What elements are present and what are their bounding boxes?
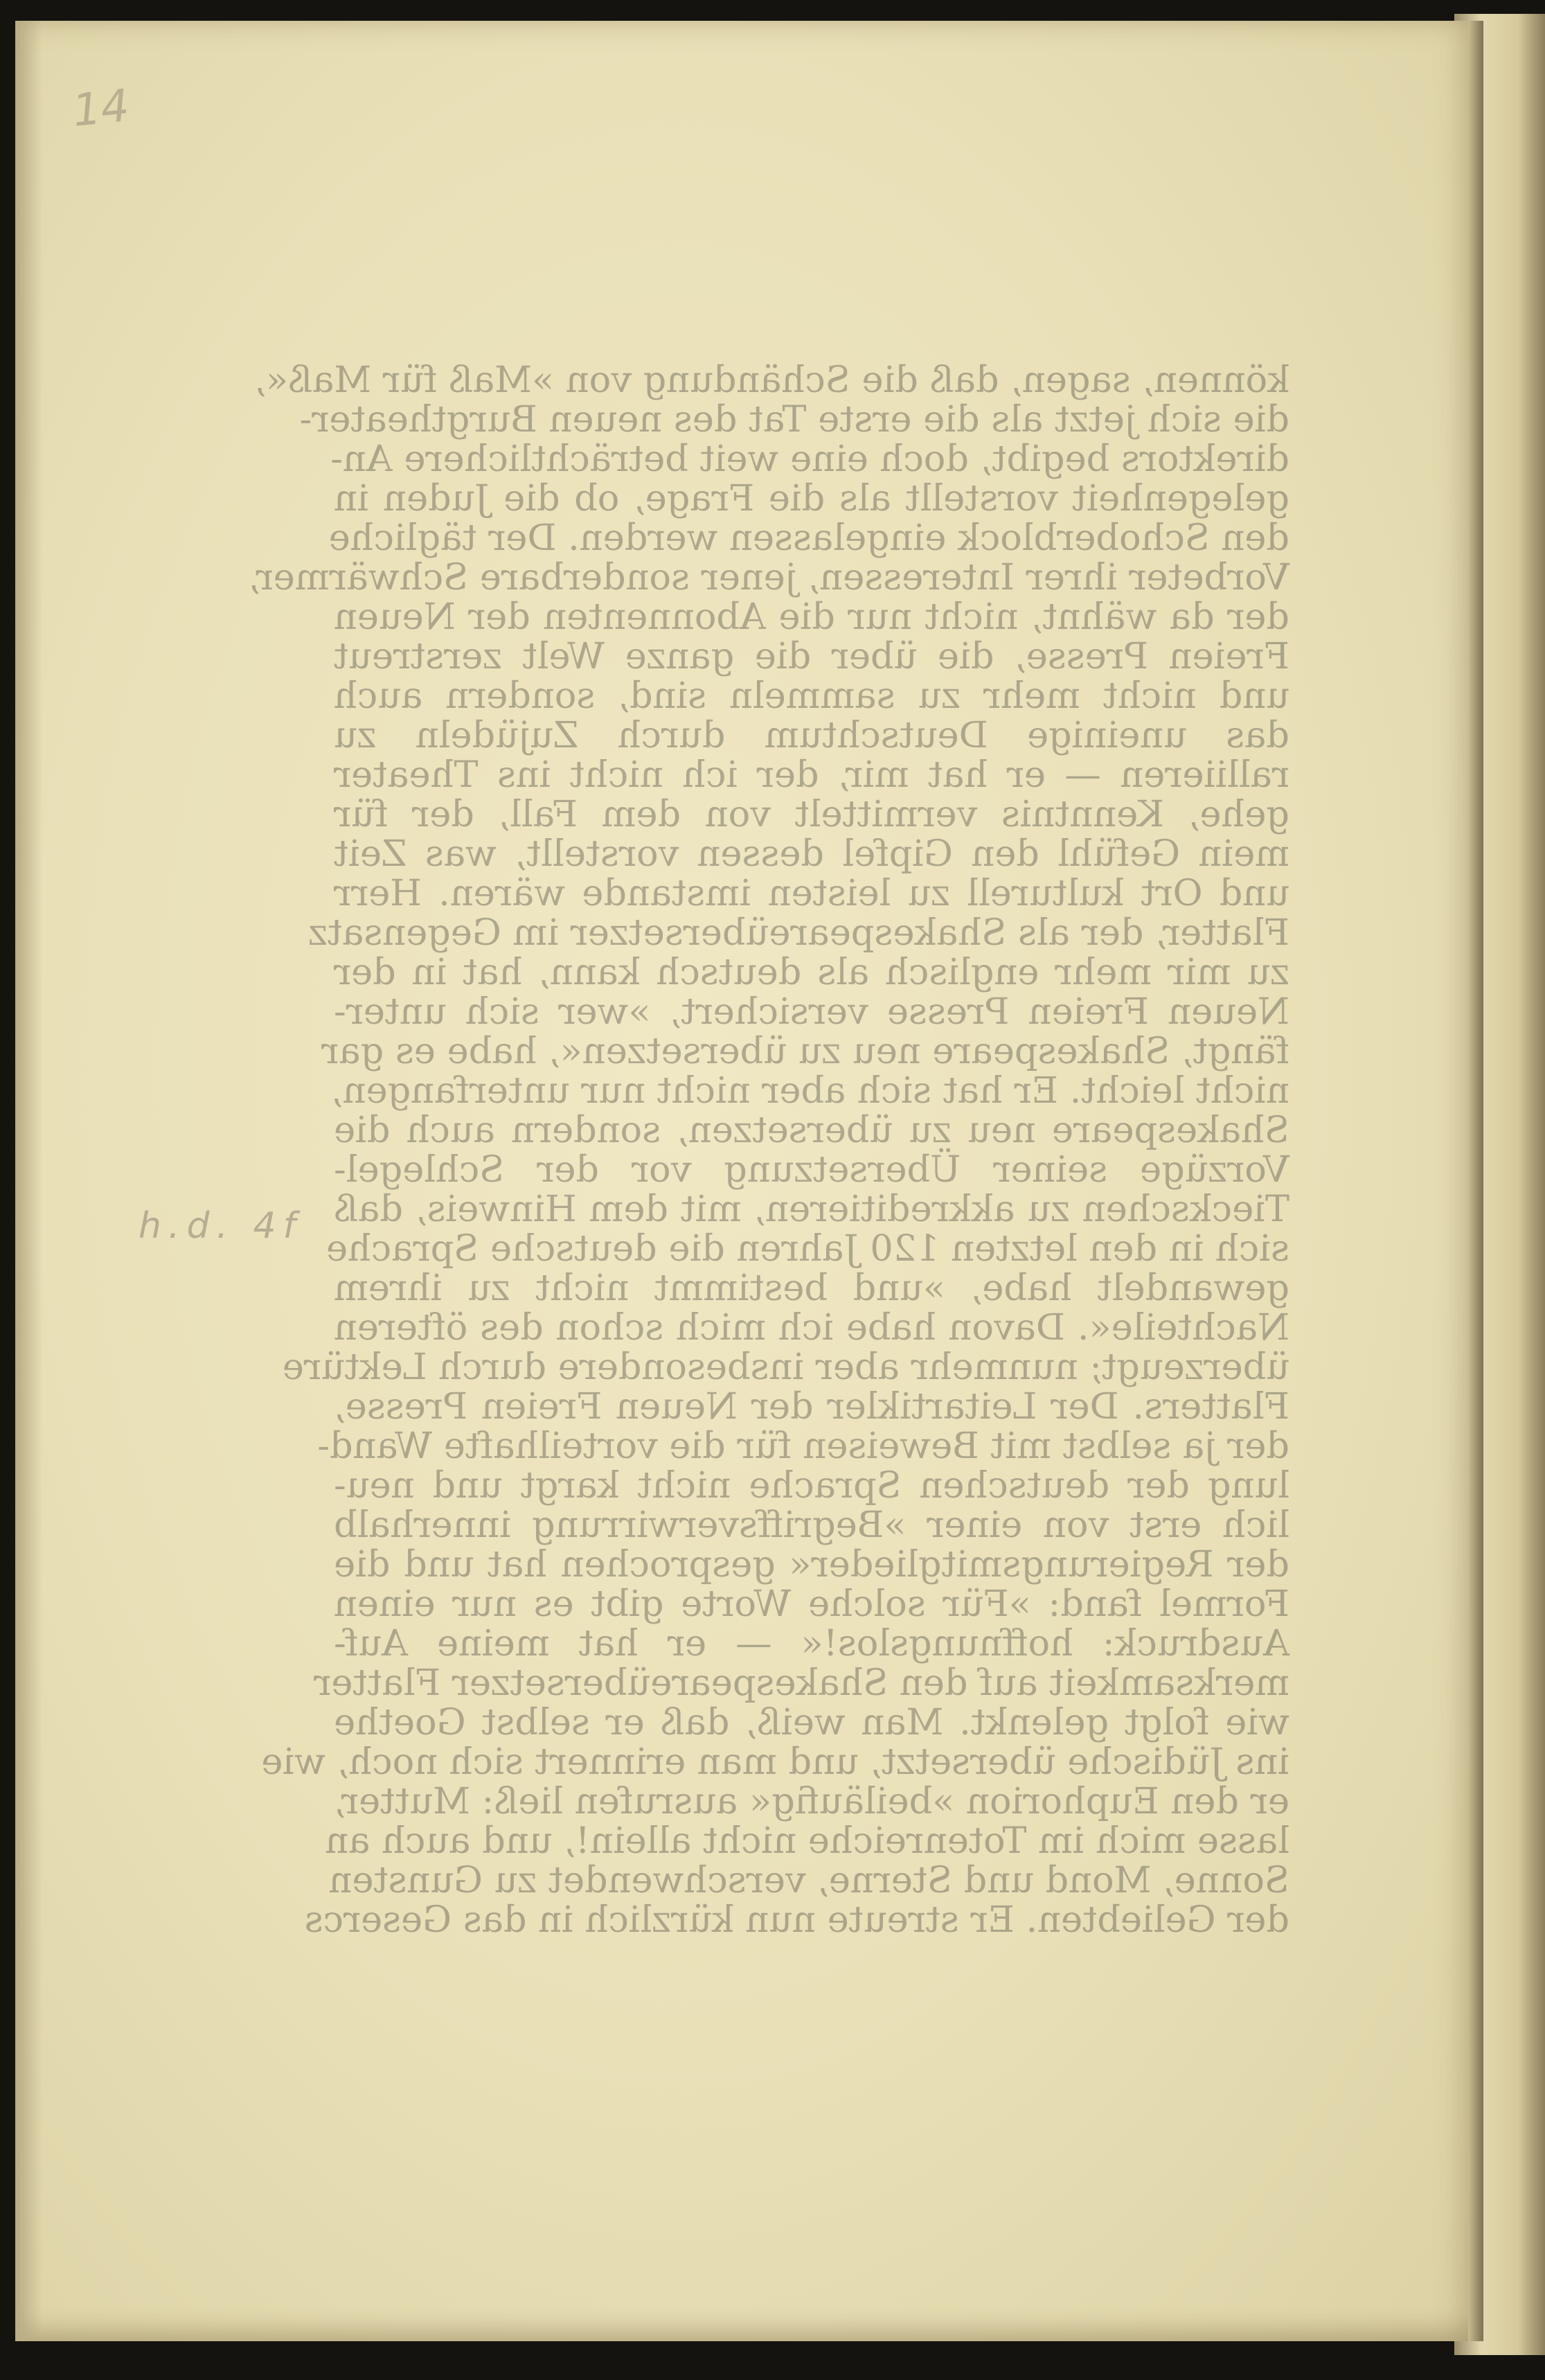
text-line: ins Jüdische übersetzt, und man erinnert sich noch, wie [261, 1741, 1289, 1783]
text-line: ralliieren — er hat mir, der ich nicht ins Theater [334, 754, 1289, 796]
text-line: nicht leicht. Er hat sich aber nicht nur unterfangen, [331, 1069, 1289, 1112]
text-line: er den Euphorion »beiläufig« ausrufen ließ: Mutter, [334, 1780, 1289, 1822]
text-line: lung der deutschen Sprache nicht kargt und neu- [334, 1464, 1289, 1507]
text-line: direktors begibt, doch eine weit beträchtlichere An- [330, 438, 1289, 480]
text-line: Nachteile«. Davon habe ich mich schon des öfteren [334, 1306, 1289, 1349]
text-line: wie folgt gelenkt. Man weiß, daß er selbst Goethe [334, 1701, 1289, 1743]
bleed-through-text [248, 359, 1289, 1941]
text-line: die sich jetzt als die erste Tat des neuen Burgtheater- [299, 398, 1289, 441]
text-line: können, sagen, daß die Schändung von »Maß für Maß«, [254, 359, 1289, 401]
text-line: der da wähnt, nicht nur die Abonnenten der Neuen [334, 596, 1289, 638]
handwritten-margin-note: h.d. 4f [139, 1205, 303, 1247]
text-line: Shakespeare neu zu übersetzen, sondern auch die [334, 1109, 1289, 1151]
text-line: der ja selbst mit Beweisen für die vorteilhafte Wand- [317, 1425, 1289, 1467]
text-line: Freien Presse, die über die ganze Welt zerstreut [334, 635, 1289, 677]
text-line: Sonne, Mond und Sterne, verschwendet zu Gunsten [328, 1859, 1289, 1901]
text-line: Flatters. Der Leitartikler der Neuen Freien Presse, [334, 1385, 1289, 1428]
text-line: der Regierungsmitglieder« gesprochen hat und die [334, 1543, 1289, 1586]
text-line: den Schoberblock eingelassen werden. Der tägliche [328, 517, 1289, 559]
text-line: Formel fand: »Für solche Worte gibt es nur einen [334, 1583, 1289, 1625]
text-line: das uneinige Deutschtum durch Zujüdeln zu [334, 714, 1289, 756]
text-line: Ausdruck: hoffnungslos!« — er hat meine Auf- [334, 1622, 1289, 1664]
text-line: gelegenheit vorstellt als die Frage, ob die Juden in [334, 477, 1289, 519]
text-line: gewandelt habe, »und bestimmt nicht zu ihrem [334, 1267, 1289, 1309]
text-line: sich in den letzten 120 Jahren die deutsche Sprache [325, 1227, 1289, 1270]
text-line: lich erst von einer »Begriffsverwirrung innerhalb [334, 1504, 1289, 1546]
text-line: Vorbeter ihrer Interessen, jener sonderbare Schwärmer, [248, 556, 1289, 598]
text-line: Tieckschen zu akkreditieren, mit dem Hinweis, daß [334, 1188, 1289, 1230]
page-gutter-shadow [15, 21, 43, 2341]
page-fold-edge [1468, 21, 1483, 2341]
text-line: Neuen Freien Presse versichert, »wer sich unter- [334, 991, 1289, 1033]
text-line: fängt, Shakespeare neu zu übersetzen«, habe es gar [321, 1030, 1289, 1072]
text-line: überzeugt; nunmehr aber insbesondere durch Lektüre [282, 1346, 1289, 1388]
text-line: mein Gefühl den Gipfel dessen vorstellt, was Zeit [334, 833, 1289, 875]
text-line: lasse mich im Totenreiche nicht allein!, und auch an [325, 1820, 1289, 1862]
text-line: und nicht mehr zu sammeln sind, sondern auch [334, 675, 1289, 717]
text-line: und Ort kulturell zu leisten imstande wären. Herr [334, 872, 1289, 914]
text-line: gehe, Kenntnis vermittelt von dem Fall, der für [334, 793, 1289, 835]
handwritten-page-number: 14 [70, 80, 132, 138]
text-line: Flatter, der als Shakespeareübersetzer im Gegensatz [308, 912, 1289, 954]
text-line: zu mir mehr englisch als deutsch kann, hat in der [334, 951, 1289, 993]
text-line: Vorzüge seiner Übersetzung vor der Schlegel- [334, 1148, 1289, 1191]
text-line: der Geliebten. Er streute nun kürzlich in das Gesercs [304, 1899, 1289, 1941]
text-line: merksamkeit auf den Shakespeareübersetzer Flatter [314, 1662, 1289, 1704]
